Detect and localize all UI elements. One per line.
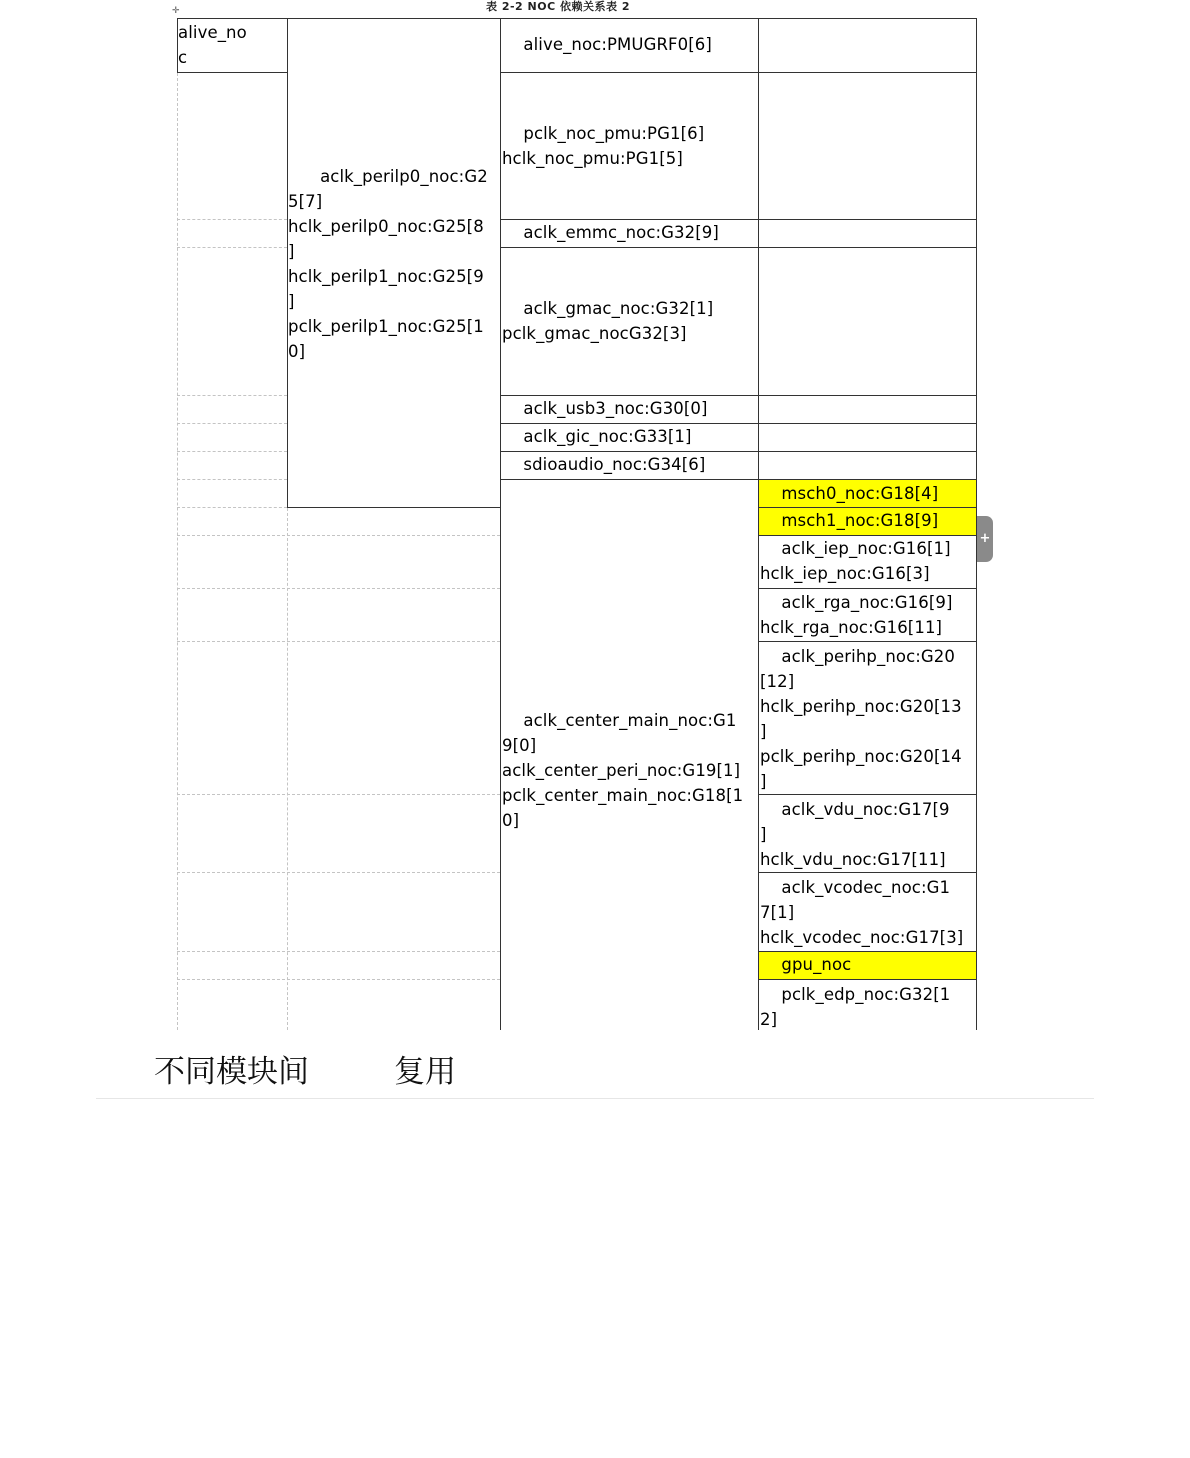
grid-line xyxy=(287,507,500,508)
guide-line xyxy=(177,507,287,508)
grid-line xyxy=(177,72,287,73)
cell-gpu-noc: gpu_noc xyxy=(760,955,852,974)
grid-line xyxy=(759,872,977,873)
grid-line xyxy=(759,979,977,980)
cell-rga-clocks: aclk_rga_noc:G16[9] hclk_rga_noc:G16[11] xyxy=(760,593,953,637)
grid-line xyxy=(759,507,977,508)
guide-line xyxy=(177,588,500,589)
plus-glyph: + xyxy=(979,531,991,546)
guide-line xyxy=(177,872,500,873)
cell-pmu-clocks: pclk_noc_pmu:PG1[6] hclk_noc_pmu:PG1[5] xyxy=(502,124,705,168)
grid-line xyxy=(759,794,977,795)
section-divider xyxy=(96,1098,1094,1099)
cell-iep-clocks: aclk_iep_noc:G16[1] hclk_iep_noc:G16[3] xyxy=(760,539,951,583)
cell-emmc-clock: aclk_emmc_noc:G32[9] xyxy=(502,223,719,242)
guide-line xyxy=(177,451,287,452)
guide-line xyxy=(177,423,287,424)
cell-edp-clock: pclk_edp_noc:G32[1 2] xyxy=(760,985,951,1029)
cell-sdioaudio-clock: sdioaudio_noc:G34[6] xyxy=(502,455,706,474)
guide-line xyxy=(177,395,287,396)
table-caption: 表 2-2 NOC 依赖关系表 2 xyxy=(486,0,630,13)
guide-line xyxy=(177,641,500,642)
headline-left: 不同模块间 xyxy=(154,1054,309,1090)
grid-line xyxy=(177,18,977,19)
grid-line xyxy=(500,395,977,396)
grid-line xyxy=(759,535,977,536)
grid-line xyxy=(500,451,977,452)
headline-right: 复用 xyxy=(394,1054,456,1090)
guide-line xyxy=(177,479,287,480)
grid-line xyxy=(500,479,977,480)
cell-vcodec-clocks: aclk_vcodec_noc:G1 7[1] hclk_vcodec_noc:G17[3] xyxy=(760,878,964,947)
cell-alive-noc: alive_no c xyxy=(178,23,247,67)
cell-perihp-clocks: aclk_perihp_noc:G20 [12] hclk_perihp_noc:G20[13 ] pclk_perihp_noc:G20[14 ] xyxy=(760,647,962,791)
cell-gmac-clocks: aclk_gmac_noc:G32[1] pclk_gmac_nocG32[3] xyxy=(502,299,714,343)
grid-line xyxy=(500,219,977,220)
grid-line xyxy=(500,18,501,1030)
cell-msch1: msch1_noc:G18[9] xyxy=(760,511,939,530)
grid-line xyxy=(758,18,759,1030)
guide-line xyxy=(177,247,287,248)
guide-line xyxy=(177,794,500,795)
grid-line xyxy=(759,951,977,952)
cell-msch0: msch0_noc:G18[4] xyxy=(760,484,939,503)
cell-vdu-clocks: aclk_vdu_noc:G17[9 ] hclk_vdu_noc:G17[11] xyxy=(760,800,950,869)
guide-line xyxy=(177,219,287,220)
table-anchor-icon: ✛ xyxy=(172,6,180,16)
cell-center-clocks: aclk_center_main_noc:G1 9[0] aclk_center_peri_noc:G19[1] pclk_center_main_noc:G18[1 0] xyxy=(502,711,744,830)
guide-line xyxy=(177,535,500,536)
grid-line xyxy=(759,641,977,642)
cell-usb3-clock: aclk_usb3_noc:G30[0] xyxy=(502,399,708,418)
cell-gic-clock: aclk_gic_noc:G33[1] xyxy=(502,427,692,446)
grid-line xyxy=(500,72,977,73)
plus-icon[interactable] xyxy=(977,516,993,562)
grid-line xyxy=(500,423,977,424)
grid-line xyxy=(759,588,977,589)
guide-line xyxy=(177,951,500,952)
guide-line xyxy=(177,979,500,980)
cell-perilp-clocks: aclk_perilp0_noc:G2 5[7] hclk_perilp0_noc:G25[8 ] hclk_perilp1_noc:G25[9 ] pclk_perilp1_noc:G25[1 0] xyxy=(288,167,488,361)
grid-line xyxy=(500,247,977,248)
cell-alive-pmugrf: alive_noc:PMUGRF0[6] xyxy=(502,35,712,54)
guide-line xyxy=(177,73,178,1030)
